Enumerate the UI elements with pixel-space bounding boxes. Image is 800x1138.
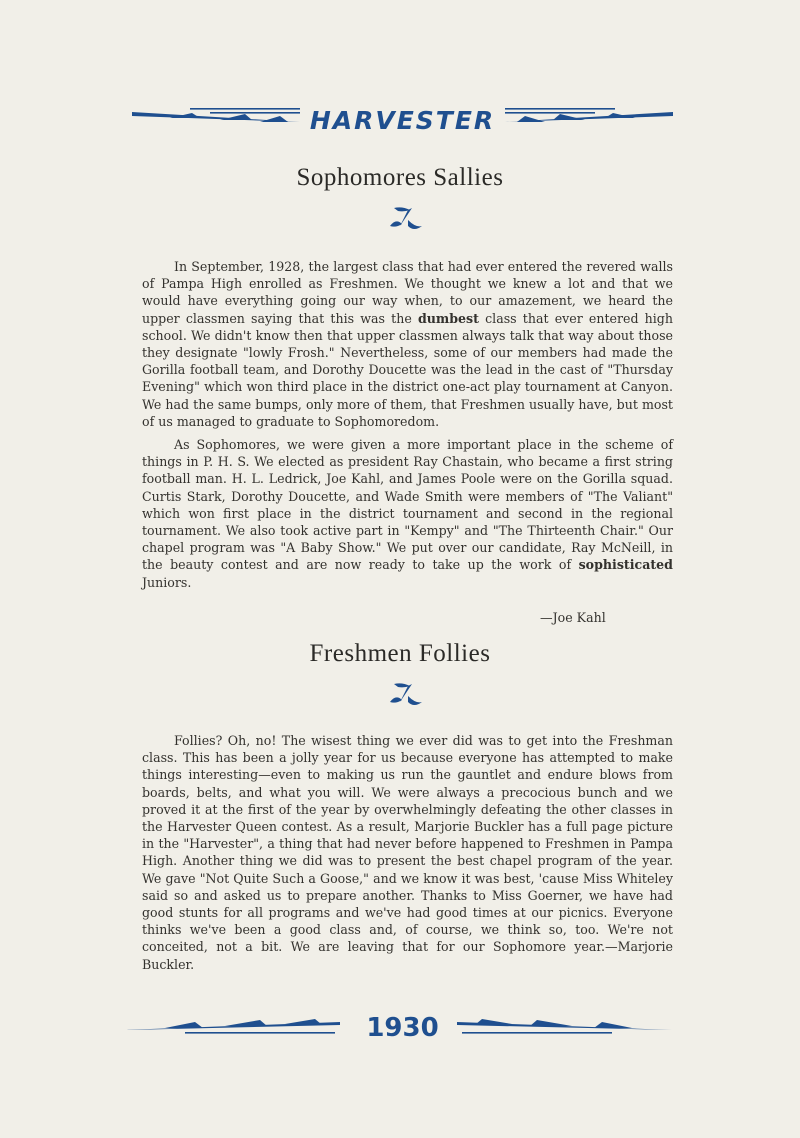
- paragraph: [142, 436, 673, 591]
- header-banner: [130, 100, 675, 140]
- fleuron-icon: [386, 204, 426, 234]
- emphasis-text: dumbest: [417, 310, 479, 326]
- right-arrow-ornament: [452, 1010, 672, 1050]
- sophomores-article: [142, 258, 673, 597]
- author-signature: —Joe Kahl: [540, 610, 606, 625]
- right-arrow-ornament: [500, 100, 675, 140]
- paragraph: Follies? Oh, no! The wisest thing we ever did was to get into the Freshman class. This has been a jolly year for us because everyone has attempted to make things interesting—even to making us run the gauntlet and endure blows from boards, belts, and what you will. We were always a precocious bunch and we proved it at the first of the year by overwhelmingly defeating the other classes in the Harvester Queen contest. As a result, Marjorie Buckler has a full page picture in the "Harvester", a thing that had never before happened to Freshmen in Pampa High. Another thing we did was to present the best chapel program of the year. We gave "Not Quite Such a Goose," and we know it was best, 'cause Miss Whiteley said so and asked us to prepare another. Thanks to Miss Goerner, we have had good stunts for all programs and we've had good times at our picnics. Everyone thinks we've been a good class and, of course, we think so, too. We're not conceited, not a bit. We are leaving that for our Sophomore year.—Marjorie Buckler.: [142, 733, 673, 972]
- text-run: class that ever entered high school. We didn't know then that upper classmen always talk that way about those they designate "lowly Frosh." Nevertheless, some of our members had made the Gorilla football team, and Dorothy Doucette was the lead in the cast of "Thursday Evening" which won third place in the district one-act play tournament at Canyon. We had the same bumps, only more of them, that Freshmen usually have, but most of us managed to graduate to Sophomoredom.: [142, 310, 673, 429]
- footer-year: 1930: [366, 1013, 439, 1043]
- section-title-sophomores: Sophomores Sallies: [296, 164, 504, 191]
- footer-banner: [130, 1010, 675, 1050]
- text-run: As Sophomores, we were given a more important place in the scheme of things in P. H. S. We elected as president Ray Chastain, who became a first string football man. H. L. Ledrick, Joe Kahl, and James Poole were on the Gorilla squad. Curtis Stark, Dorothy Doucette, and Wade Smith were members of "The Valiant" which won first place in the district tournament and second in the regional tournament. We also took active part in "Kempy" and "The Thirteenth Chair." Our chapel program was "A Baby Show." We put over our candidate, Ray McNeill, in the beauty contest and are now ready to take up the work of: [142, 437, 673, 573]
- banner-title: HARVESTER: [309, 106, 496, 135]
- text-run: In September, 1928, the largest class that had ever entered the revered walls of Pampa High enrolled as Freshmen. We thought we knew a lot and that we would have everything going our way when, to our amazement, we heard the upper classmen saying that this was the: [142, 259, 673, 326]
- freshmen-article: [142, 732, 673, 979]
- fleuron-icon: [386, 680, 426, 710]
- emphasis-text: sophisticated: [578, 557, 673, 573]
- text-run: Juniors.: [142, 574, 192, 590]
- section-title-freshmen: Freshmen Follies: [309, 640, 491, 667]
- paragraph: [142, 258, 673, 430]
